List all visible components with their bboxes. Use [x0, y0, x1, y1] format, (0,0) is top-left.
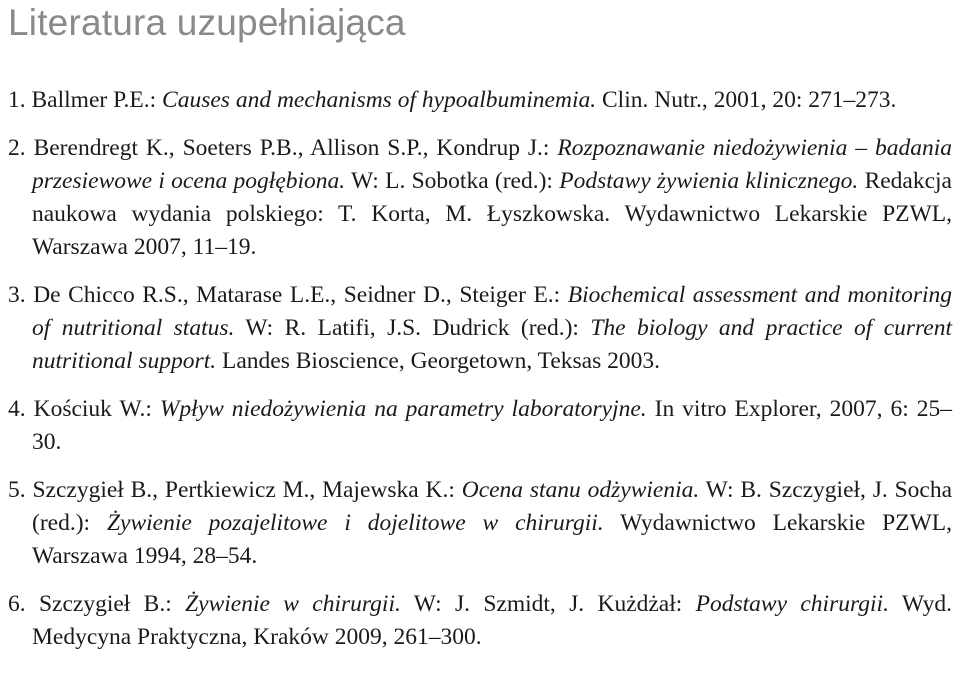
reference-editors: W: R. Latifi, J.S. Dudrick (red.):: [245, 315, 579, 341]
reference-editors: W: L. Sobotka (red.):: [351, 168, 553, 194]
reference-book-title: The biology and practice of current nutritional support.: [32, 315, 953, 374]
reference-source: In vitro Explorer, 2007, 6: 25–30.: [32, 396, 952, 455]
reference-authors: Ballmer P.E.:: [31, 87, 157, 113]
reference-list: [8, 84, 952, 669]
reference-number: 5.: [8, 477, 26, 503]
reference-number: 2.: [8, 135, 26, 161]
reference-item: [8, 474, 952, 573]
reference-item: [8, 393, 952, 459]
reference-book-title: Podstawy żywienia klinicznego.: [559, 168, 859, 194]
reference-item: [8, 132, 952, 264]
reference-title: Biochemical assessment and monitoring of nutritional status.: [32, 282, 953, 341]
reference-title: Ocena stanu odżywienia.: [461, 477, 700, 503]
reference-number: 6.: [8, 591, 26, 617]
reference-book-title: Podstawy chirurgii.: [695, 591, 889, 617]
reference-source: Wydawnictwo Lekarskie PZWL, Warszawa 1994, 28–54.: [32, 510, 953, 569]
reference-source: Landes Bioscience, Georgetown, Teksas 2003.: [222, 348, 661, 374]
reference-source: Redakcja naukowa wydania polskiego: T. Korta, M. Łyszkowska. Wydawnictwo Lekarskie PZWL, Warszawa 2007, 11–19.: [32, 168, 952, 260]
reference-authors: Szczygieł B.:: [38, 591, 172, 617]
reference-number: 4.: [8, 396, 26, 422]
reference-source: Clin. Nutr., 2001, 20: 271–273.: [601, 87, 897, 113]
reference-editors: W: B. Szczygieł, J. Socha (red.):: [32, 477, 953, 536]
reference-title: Causes and mechanisms of hypoalbuminemia.: [162, 87, 597, 113]
page-title: Literatura uzupełniająca: [8, 2, 406, 43]
reference-authors: Berendregt K., Soeters P.B., Allison S.P., Kondrup J.:: [33, 135, 550, 161]
reference-book-title: Żywienie pozajelitowe i dojelitowe w chirurgii.: [106, 510, 604, 536]
reference-title: Wpływ niedożywienia na parametry laboratoryjne.: [159, 396, 647, 422]
reference-item: [8, 84, 952, 117]
reference-authors: Szczygieł B., Pertkiewicz M., Majewska K.:: [32, 477, 455, 503]
reference-number: 3.: [8, 282, 26, 308]
reference-item: [8, 279, 952, 378]
reference-number: 1.: [8, 87, 26, 113]
reference-item: [8, 588, 952, 654]
reference-source: Wyd. Medycyna Praktyczna, Kraków 2009, 261–300.: [32, 591, 953, 650]
reference-authors: Kościuk W.:: [33, 396, 152, 422]
reference-title: Żywienie w chirurgii.: [185, 591, 401, 617]
reference-title: Rozpoznawanie niedożywienia – badania przesiewowe i ocena pogłębiona.: [32, 135, 952, 194]
reference-editors: W: J. Szmidt, J. Kużdżał:: [413, 591, 683, 617]
reference-authors: De Chicco R.S., Matarase L.E., Seidner D., Steiger E.:: [33, 282, 561, 308]
